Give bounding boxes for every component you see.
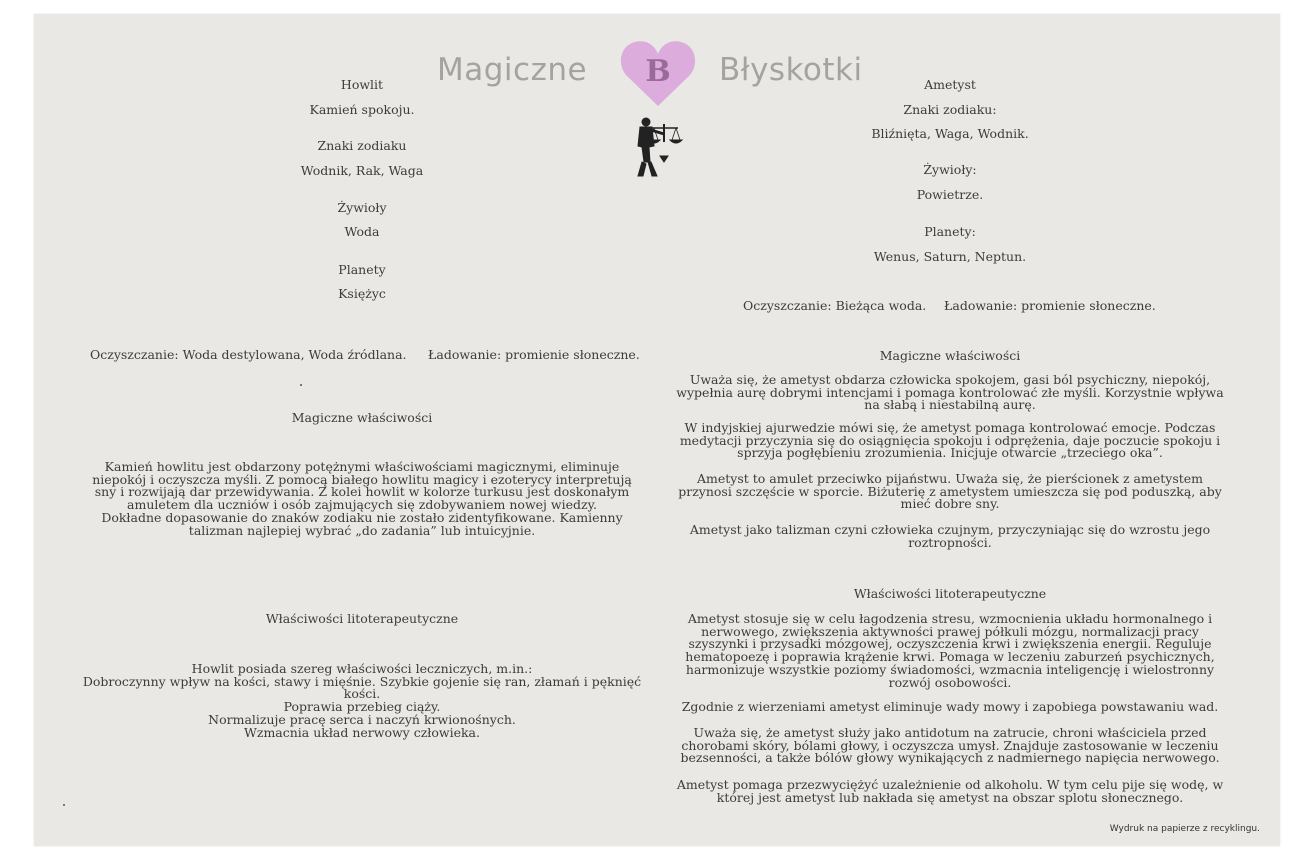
zodiac-value: Bliźnięta, Waga, Wodnik. xyxy=(871,126,1029,141)
text-line: Ametyst pomaga przezwyciężyć uzależnienie od alkoholu. W tym celu pije się wodę, w xyxy=(676,777,1224,792)
text-line: amuletem dla uczniów i osób zajmujących się zdobywaniem nowej wiedzy. xyxy=(127,497,597,513)
stone-subtitle: Kamień spokoju. xyxy=(309,102,415,117)
text-line: Dobroczynny wpływ na kości, stawy i mięśnie. Szybkie gojenie się ran, złamań i pęknięć xyxy=(82,673,642,689)
text-line: chorobami skóry, bólami głowy, i oczyszcza umysł. Znajduje zastosowanie w leczeniu xyxy=(681,737,1219,753)
text-line: niepokój i oczyszcza myśli. Z pomocą białego howlitu magicy i ezoterycy interpretują xyxy=(92,471,632,487)
text-line: wypełnia aurę dobrymi intencjami i pomaga kontrolować złe myśli. Korzystnie wpływa xyxy=(676,384,1224,400)
text-line: W indyjskiej ajurwedzie mówi się, że ametyst pomaga kontrolować emocje. Podczas xyxy=(684,420,1216,435)
zodiac-label: Znaki zodiaku: xyxy=(903,102,997,117)
cleansing-text: Oczyszczanie: Bieżąca woda. xyxy=(743,298,927,313)
healing-paragraph-3 xyxy=(670,727,1230,765)
ametyst-column xyxy=(670,14,1230,846)
cleansing-text: Oczyszczanie: Woda destylowana, Woda źródlana. xyxy=(90,347,407,362)
text-line: na słabą i niestabilną aurę. xyxy=(864,397,1036,413)
magic-heading: Magiczne właściwości xyxy=(879,348,1021,363)
zodiac-label: Znaki zodiaku xyxy=(317,138,407,153)
healing-heading: Właściwości litoterapeutyczne xyxy=(265,611,459,626)
text-line: kości. xyxy=(343,686,381,702)
stone-name: Ametyst xyxy=(924,77,976,92)
healing-heading: Właściwości litoterapeutyczne xyxy=(853,586,1047,601)
text-line: nerwowego, zwiększenia aktywności prawej półkuli mózgu, normalizacji pracy xyxy=(701,623,1199,639)
text-line: Normalizuje pracę serca i naczyń krwionośnych. xyxy=(208,711,516,727)
text-line: roztropności. xyxy=(908,534,992,550)
text-line: Poprawia przebieg ciąży. xyxy=(283,699,441,715)
logo-letter: B xyxy=(645,54,671,89)
text-line: Uważa się, że ametyst obdarza człowicka spokojem, gasi ból psychiczny, niepokój, xyxy=(689,372,1211,387)
magic-paragraph-3 xyxy=(670,473,1230,511)
text-line: sny i rozwijają dar przewidywania. Z kolei howlit w kolorze turkusu jest doskonałym xyxy=(94,484,630,500)
zodiac-value: Wodnik, Rak, Waga xyxy=(300,163,424,178)
magic-heading: Magiczne właściwości xyxy=(291,410,433,425)
paper-speck xyxy=(63,804,65,806)
brand-name-left: Magiczne xyxy=(437,52,588,88)
text-line: Kamień howlitu jest obdarzony potężnymi właściwościami magicznymi, eliminuje xyxy=(104,459,620,474)
text-line: przynosi szczęście w sporcie. Biżuterię z ametystem umieszcza się pod poduszką, aby xyxy=(678,483,1222,499)
paper-speck xyxy=(300,384,302,386)
planets-label: Planety: xyxy=(924,224,976,239)
text-line: Ametyst jako talizman czyni człowieka czujnym, przyczyniając się do wzrostu jego xyxy=(689,522,1211,537)
text-line: Ametyst stosuje się w celu łagodzenia stresu, wzmocnienia układu hormonalnego i xyxy=(687,611,1213,626)
magic-paragraph-2 xyxy=(670,422,1230,460)
magic-paragraph-1 xyxy=(670,374,1230,412)
magic-paragraph xyxy=(64,461,660,537)
text-line: bezsenności, a także bólów głowy wynikających z nadmiernego napięcia nerwowego. xyxy=(680,750,1220,766)
elements-value: Powietrze. xyxy=(916,187,984,202)
text-line: sprzyja pogłębieniu zrozumienia. Inicjuje otwarcie „trzeciego oka”. xyxy=(737,445,1163,461)
planets-value: Wenus, Saturn, Neptun. xyxy=(873,249,1027,264)
brand-name-right: Błyskotki xyxy=(719,52,863,88)
text-line: talizman najlepiej wybrać „do zadania” lub intuicyjnie. xyxy=(188,522,536,538)
printed-sheet xyxy=(34,14,1280,846)
healing-paragraph-4 xyxy=(670,779,1230,804)
elements-label: Żywioły xyxy=(337,200,387,215)
text-line: mieć dobre sny. xyxy=(900,496,1000,512)
healing-paragraph xyxy=(64,663,660,739)
text-line: Dokładne dopasowanie do znaków zodiaku nie zostało zidentyfikowane. Kamienny xyxy=(101,509,623,525)
healing-paragraph-2 xyxy=(670,701,1230,714)
text-line: hematopoezę i poprawia krążenie krwi. Pomaga w leczeniu zaburzeń psychicznych, xyxy=(685,649,1215,665)
howlit-column xyxy=(64,14,660,846)
planets-label: Planety xyxy=(338,262,386,277)
magic-paragraph-4 xyxy=(670,524,1230,549)
text-line: szyszynki i przysadki mózgowej, oczyszczenia krwi i zwiększenia energii. Reguluje xyxy=(688,636,1212,652)
planets-value: Księżyc xyxy=(338,286,386,301)
text-line: Howlit posiada szereg właściwości leczniczych, m.in.: xyxy=(191,661,533,676)
text-line: Zgodnie z wierzeniami ametyst eliminuje wady mowy i zapobiega powstawaniu wad. xyxy=(681,699,1219,714)
text-line: Ametyst to amulet przeciwko pijaństwu. Uważa się, że pierścionek z ametystem xyxy=(696,471,1204,486)
text-line: rozwój osobowości. xyxy=(888,674,1012,690)
text-line: Wzmacnia układ nerwowy człowieka. xyxy=(244,724,480,740)
text-line: Uważa się, że ametyst służy jako antidotum na zatrucie, chroni właściciela przed xyxy=(693,725,1207,740)
charging-text: Ładowanie: promienie słoneczne. xyxy=(944,298,1156,313)
elements-value: Woda xyxy=(344,224,380,239)
stone-name: Howlit xyxy=(340,77,384,92)
charging-text: Ładowanie: promienie słoneczne. xyxy=(428,347,640,362)
healing-paragraph-1 xyxy=(670,613,1230,689)
text-line: medytacji przyczynia się do osiągnięcia spokoju i odprężenia, daje poczucie spokoju i xyxy=(679,432,1221,448)
recycled-paper-note: Wydruk na papierze z recyklingu. xyxy=(1109,824,1260,834)
elements-label: Żywioły: xyxy=(923,162,977,177)
text-line: harmonizuje wszystkie poziomy świadomości, wzmacnia inteligencję i wielostronny xyxy=(685,661,1215,677)
text-line: której jest ametyst lub nakłada się ametyst na obszar splotu słonecznego. xyxy=(716,789,1184,805)
